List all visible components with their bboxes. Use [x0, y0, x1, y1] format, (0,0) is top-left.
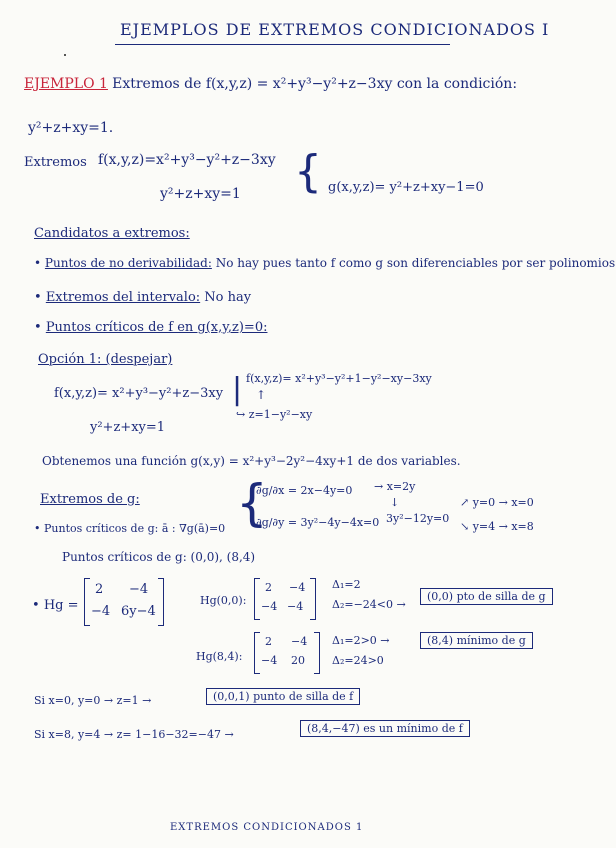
- candidate-item-3: • Puntos críticos de f en g(x,y,z)=0:: [34, 320, 268, 335]
- ink-dot: [64, 54, 66, 56]
- intro-line: [24, 76, 517, 92]
- h00-matrix: [254, 578, 316, 620]
- h84-matrix: [254, 632, 320, 674]
- hessian-m11: 6y−4: [121, 604, 156, 619]
- sol-1: ↗ y=0 → x=0: [460, 496, 534, 509]
- hessian-label: • Hg =: [32, 598, 79, 613]
- option-z-def: ↪ z=1−y²−xy: [236, 408, 313, 421]
- page-footer: EXTREMOS CONDICIONADOS 1: [170, 822, 364, 833]
- hessian-m10: −4: [91, 604, 111, 619]
- candidate-2-label: Extremos del intervalo:: [45, 290, 201, 305]
- system-eq2: y²+z+xy=1: [160, 186, 241, 202]
- system-brace: {: [294, 146, 322, 197]
- option-obtain: Obtenemos una función g(x,y) = x²+y³−2y²−4xy+1 de dos variables.: [42, 454, 461, 468]
- gradient-brace: {: [236, 474, 268, 532]
- extremes-heading: Extremos de g:: [40, 492, 140, 507]
- hessian-m01: −4: [129, 582, 149, 597]
- h00-d2: Δ₂=−24<0 →: [332, 598, 406, 611]
- h00-m01: −4: [289, 581, 306, 594]
- candidate-item-1: • Puntos de no derivabilidad: No hay pues tanto f como g son diferenciables por ser polinomios: [34, 256, 616, 270]
- system-g: g(x,y,z)= y²+z+xy−1=0: [328, 180, 484, 195]
- conclusion-2-result: (8,4,−47) es un mínimo de f: [300, 720, 470, 737]
- option-g-def: y²+z+xy=1: [90, 420, 166, 435]
- h84-m01: −4: [291, 635, 308, 648]
- candidate-3-label: Puntos críticos de f en g(x,y,z)=0:: [45, 320, 268, 335]
- h84-m00: 2: [265, 635, 272, 648]
- h00-m11: −4: [287, 600, 304, 613]
- h00-result: (0,0) pto de silla de g: [420, 588, 553, 605]
- h00-d1: Δ₁=2: [332, 578, 361, 591]
- system-eq1: f(x,y,z)=x²+y³−y²+z−3xy: [98, 152, 276, 168]
- h84-m11: 20: [291, 654, 305, 667]
- candidate-1-label: Puntos de no derivabilidad:: [44, 256, 212, 270]
- intro-text: Extremos de f(x,y,z) = x²+y³−y²+z−3xy con la condición:: [112, 76, 518, 92]
- up-arrow-icon: ↑: [256, 388, 267, 402]
- sub-eq: 3y²−12y=0: [386, 512, 450, 525]
- h84-d2: Δ₂=24>0: [332, 654, 384, 667]
- candidate-2-text: No hay: [204, 290, 252, 305]
- dg-dx: ∂g/∂x = 2x−4y=0: [256, 484, 353, 497]
- page-title: EJEMPLOS DE EXTREMOS CONDICIONADOS I: [120, 20, 550, 39]
- critical-label: • Puntos críticos de g: ā : ∇g(ā)=0: [34, 522, 226, 535]
- h84-m10: −4: [261, 654, 278, 667]
- down-arrow-icon: ↓: [390, 496, 400, 509]
- hessian-m00: 2: [95, 582, 104, 597]
- dg-dy: ∂g/∂y = 3y²−4y−4x=0: [256, 516, 380, 529]
- sol-2: ↘ y=4 → x=8: [460, 520, 534, 533]
- h00-m10: −4: [261, 600, 278, 613]
- condition: y²+z+xy=1.: [28, 120, 114, 136]
- option-heading: Opción 1: (despejar): [38, 352, 173, 367]
- candidates-heading: Candidatos a extremos:: [34, 226, 190, 241]
- conclusion-1-result: (0,0,1) punto de silla de f: [206, 688, 360, 705]
- h84-label: Hg(8,4):: [196, 650, 243, 663]
- x-eq: → x=2y: [374, 480, 416, 493]
- hessian-matrix: [84, 578, 164, 626]
- system-label: Extremos: [24, 155, 87, 170]
- candidate-item-2: • Extremos del intervalo: No hay: [34, 290, 252, 305]
- candidate-1-text: No hay pues tanto f como g son diferenciables por ser polinomios: [215, 256, 616, 270]
- h84-result: (8,4) mínimo de g: [420, 632, 533, 649]
- option-brace: |: [232, 372, 243, 407]
- conclusion-2: Si x=8, y=4 → z= 1−16−32=−47 →: [34, 728, 234, 741]
- option-f-sub: f(x,y,z)= x²+y³−y²+1−y²−xy−3xy: [246, 372, 432, 385]
- h84-d1: Δ₁=2>0 →: [332, 634, 390, 647]
- conclusion-1: Si x=0, y=0 → z=1 →: [34, 694, 152, 707]
- example-label: EJEMPLO 1: [24, 76, 108, 92]
- critical-points: Puntos críticos de g: (0,0), (8,4): [62, 550, 256, 564]
- option-f-def: f(x,y,z)= x²+y³−y²+z−3xy: [54, 386, 224, 401]
- h00-label: Hg(0,0):: [200, 594, 247, 607]
- h00-m00: 2: [265, 581, 272, 594]
- title-underline: [115, 44, 450, 45]
